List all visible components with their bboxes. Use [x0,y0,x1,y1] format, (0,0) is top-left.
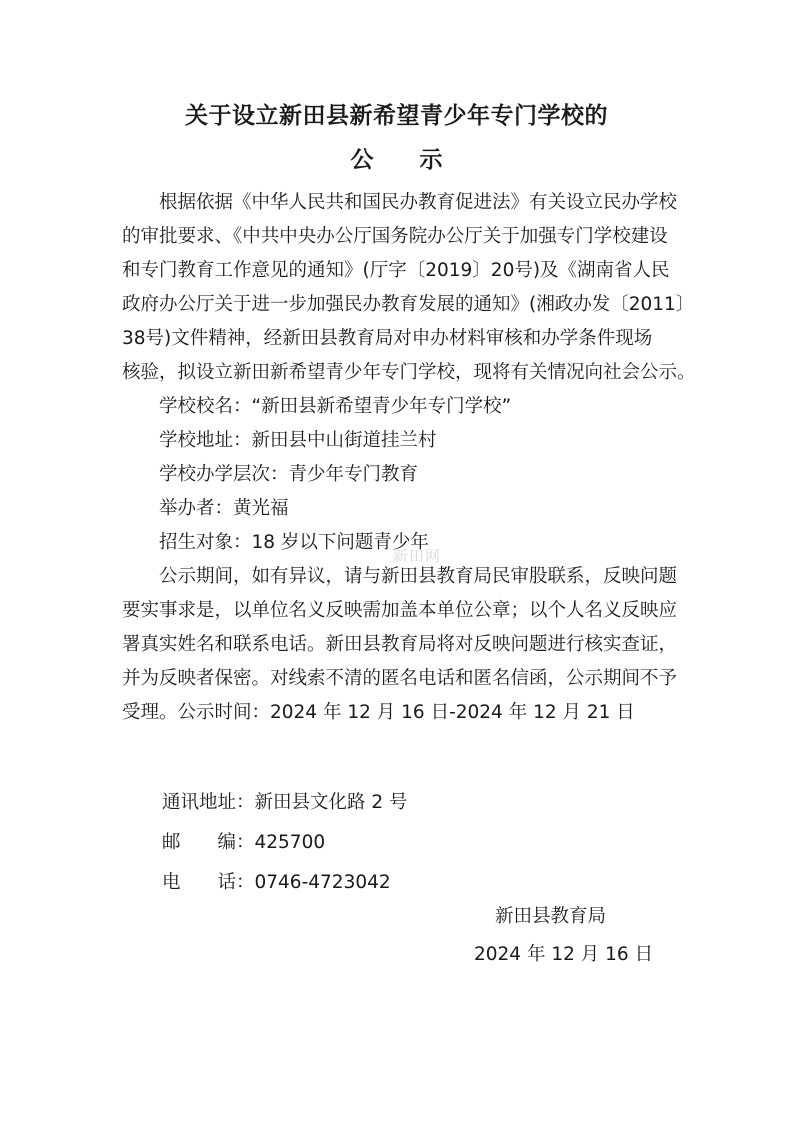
watermark: 新田网 [393,547,442,565]
postcode: 邮 编：425700 [162,832,326,853]
intro-line: 政府办公厅关于进一步加强民办教育发展的通知》(湘政办发〔2011〕 [122,294,695,315]
school-name: 学校校名：“新田县新希望青少年专门学校” [122,396,512,417]
enrollment-target: 招生对象：18 岁以下问题青少年 [122,532,429,553]
notice-title: 关于设立新田县新希望青少年专门学校的 [185,102,608,129]
intro-line: 38号)文件精神，经新田县教育局对申办材料审核和办学条件现场 [122,328,653,349]
intro-line: 和专门教育工作意见的通知》(厅字〔2019〕20号)及《湖南省人民 [122,260,670,281]
notice-body [122,186,696,730]
issue-date: 2024 年 12 月 16 日 [474,944,654,965]
contact-address: 通讯地址：新田县文化路 2 号 [162,792,408,813]
school-level: 学校办学层次：青少年专门教育 [122,464,419,485]
objection-line: 要实事求是，以单位名义反映需加盖本单位公章；以个人名义反映应 [122,600,678,621]
school-address: 学校地址：新田县中山街道挂兰村 [122,430,437,451]
intro-line: 核验，拟设立新田新希望青少年专门学校，现将有关情况向社会公示。 [122,362,696,383]
objection-line: 公示期间，如有异议，请与新田县教育局民审股联系，反映问题 [122,566,678,587]
intro-line: 的审批要求、《中共中央办公厅国务院办公厅关于加强专门学校建设 [122,226,668,247]
objection-line: 并为反映者保密。对线索不清的匿名电话和匿名信函，公示期间不予 [122,668,678,689]
objection-line: 署真实姓名和联系电话。新田县教育局将对反映问题进行核实查证， [122,634,678,655]
phone: 电 话：0746-4723042 [162,872,391,893]
intro-line: 根据依据《中华人民共和国民办教育促进法》有关设立民办学校 [122,192,678,213]
objection-line: 受理。公示时间：2024 年 12 月 16 日-2024 年 12 月 21 日 [122,702,635,723]
sponsor: 举办者：黄光福 [122,498,289,519]
issuer: 新田县教育局 [495,906,607,927]
notice-subtitle: 公 示 [350,146,443,173]
